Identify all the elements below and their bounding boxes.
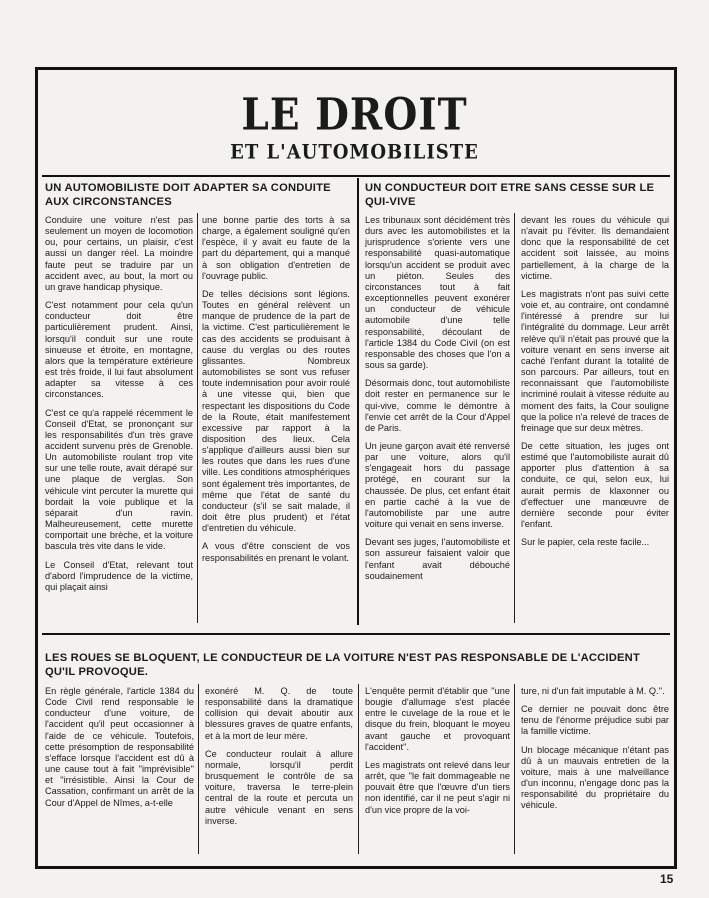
section2-column-2 — [521, 215, 669, 624]
column-divider — [514, 213, 515, 623]
paragraph: Le Conseil d'Etat, relevant tout d'abord l'imprudence de la victime, qui plaçait ainsi — [45, 559, 193, 592]
section2-column-1 — [365, 215, 510, 624]
column-divider — [514, 684, 515, 854]
section3-column-1 — [45, 686, 194, 856]
section2-heading: UN CONDUCTEUR DOIT ETRE SANS CESSE SUR LE QUI-VIVE — [365, 182, 655, 208]
paragraph: devant les roues du véhicule qui n'avait pu l'éviter. Ils demandaient donc que la responsabilité de cet accident soit laissée, au moins partiellement, à la charge de la victime. — [521, 215, 669, 281]
paragraph: une bonne partie des torts à sa charge, a également souligné qu'en l'espèce, il y avait eu faute de la part du département, qui a manqué à son obligation d'entretien de l'ouvrage public. — [202, 215, 350, 281]
top-rule — [42, 175, 670, 177]
paragraph: L'enquête permit d'établir que ''une bougie d'allumage s'est placée entre le cuvelage de la roue et le disque du frein, bloquant le moyeu avant gauche et provoquant l'accident''. — [365, 686, 510, 752]
section1-column-1 — [45, 215, 193, 624]
paragraph: Ce dernier ne pouvait donc être tenu de l'énorme préjudice subi par la famille victime. — [521, 704, 669, 737]
paragraph: De cette situation, les juges ont estimé que l'automobiliste aurait dû apporter plus d'attention à sa conduite, ce qui, selon eux, lui aurait permis de klaxonner ou d'effectuer une manœuvre de dernière seconde pour éviter l'enfant. — [521, 440, 669, 530]
paragraph: Sur le papier, cela reste facile... — [521, 537, 650, 548]
column-divider — [198, 684, 199, 854]
column-divider — [197, 213, 198, 623]
paragraph: Devant ses juges, l'automobiliste et son assureur faisaient valoir que l'enfant avait débouché soudainement — [365, 537, 510, 581]
page-subtitle: ET L'AUTOMOBILISTE — [230, 140, 479, 165]
section1-column-2 — [202, 215, 350, 624]
section3-column-2 — [205, 686, 353, 856]
paragraph: A vous d'être conscient de vos responsabilités en prenant le volant. — [202, 541, 350, 563]
page-title: LE DROIT — [241, 89, 468, 141]
section3-heading: LES ROUES SE BLOQUENT, LE CONDUCTEUR DE LA VOITURE N'EST PAS RESPONSABLE DE L'ACCIDENT QU'IL PROVOQUE. — [45, 652, 640, 678]
paragraph: Les tribunaux sont décidément très durs avec les automobilistes et la jurisprudence s'oriente vers une responsabilité quasi-automatique lorsqu'un accident se produit avec un piéton. Seules des circonstances tout à fait exceptionnelles peuvent exonérer un conducteur de véhicule automobile d'une telle responsabilité, découlant de l'article 1384 du Code Civil (on est responsable des choses que l'on a sous sa garde). — [365, 215, 510, 371]
paragraph: En règle générale, l'article 1384 du Code Civil rend responsable le conducteur d'une voiture, de l'accident qu'il peut occasionner à l'aide de ce véhicule. Toutefois, cette présomption de responsabilité s'efface lorsque l'accident est dû à une cause tout à fait ''imprévisible'' et ''irrésistible. Ainsi la Cour de Cassation, confirmant un arrêt de la Cour d'Appel de Nîmes, a-t-elle — [45, 686, 194, 808]
paragraph: C'est ce qu'a rappelé récemment le Conseil d'Etat, se prononçant sur les responsabilités d'un très grave accident survenu près de Grenoble. Un automobiliste roulant trop vite sur une telle route, avait dérapé sur une plaque de verglas. Son véhicule vint percuter la murette qui bordait la voie publique et la séparait d'un ravin. Malheureusement, cette murette comportait une brèche, et la voiture bascula très vite dans le vide. — [45, 407, 193, 552]
section3-column-3 — [365, 686, 510, 856]
section3-column-4 — [521, 686, 669, 856]
paragraph: Un blocage mécanique n'étant pas dû à un mauvais entretien de la voiture, mais à une malveillance d'un inconnu, n'engage donc pas la responsabilité du propriétaire du véhicule. — [521, 744, 669, 811]
page-number: 15 — [660, 872, 674, 886]
column-divider — [358, 684, 359, 854]
paragraph: Conduire une voiture n'est pas seulement un moyen de locomotion ou, pour certains, un plaisir, c'est aussi un danger réel. La moindre faute peut se traduire par un accident avec, au bout, la mort ou un grave handicap physique. — [45, 215, 193, 292]
paragraph: Les magistrats n'ont pas suivi cette voie et, au contraire, ont condamné l'intéressé à prendre sur lui l'intégralité du dommage. Leur arrêt relève qu'il n'était pas prouvé que la voiture venant en sens inverse ait caché l'enfant durant la totalité de son parcours. Par ailleurs, tout en reconnaissant que l'automobiliste incriminé roulait à vitesse réduite au moment des faits, la Cour souligne que la police n'a relevé de traces de freinage que sur deux mètres. — [521, 288, 669, 433]
middle-rule — [42, 633, 670, 635]
paragraph: Les magistrats ont relevé dans leur arrêt, que ''le fait dommageable ne pouvait être que l'œuvre d'un tiers non identifié, car il ne peut s'agir ni d'un vice propre de la voi- — [365, 759, 510, 815]
paragraph: Un jeune garçon avait été renversé par une voiture, alors qu'il s'engageait hors du passage protégé, en courant sur la chaussée. De plus, cet enfant était en partie caché à la vue de l'automobiliste par une autre voiture qui venait en sens inverse. — [365, 440, 510, 530]
paragraph: Désormais donc, tout automobiliste doit rester en permanence sur le qui-vive, comme le démontre à l'envie cet arrêt de la Cour d'Appel de Paris. — [365, 378, 510, 433]
paragraph: C'est notamment pour cela qu'un conducteur doit être particulièrement prudent. Ainsi, lorsqu'il conduit sur une route sinueuse et étroite, en montagne, alors que la température extérieure est très froide, il lui faut absolument adapter sa vitesse à ces circonstances. — [45, 300, 193, 400]
section1-heading: UN AUTOMOBILISTE DOIT ADAPTER SA CONDUITE AUX CIRCONSTANCES — [45, 182, 331, 208]
paragraph: ture, ni d'un fait imputable à M. Q.''. — [521, 686, 665, 696]
paragraph: De telles décisions sont légions. Toutes en général relèvent un manque de prudence de la part de la victime. C'est particulièrement le cas des accidents se produisant à cause du verglas ou des routes glissantes. Nombreux automobilistes se sont vus refuser toute indemnisation pour avoir roulé à une vitesse qui, bien que respectant les dispositions du Code de la Route, était manifestement excessive par rapport à la disposition des lieux. Cela s'applique d'ailleurs aussi bien sur les routes que dans les rues d'une ville. Les conditions atmosphériques sont également très importantes, de même que l'état de santé du conducteur (s'il se sait malade, il doit être plus prudent) et l'état d'entretien du véhicule. — [202, 288, 350, 534]
paragraph: exonéré M. Q. de toute responsabilité dans la dramatique collision qui devait aboutir aux blessures graves de quatre enfants, et à la mort de leur mère. — [205, 686, 353, 741]
section-divider — [357, 178, 359, 625]
paragraph: Ce conducteur roulait à allure normale, lorsqu'il perdit brusquement le contrôle de sa voiture, traversa le terre-plein central de la route et percuta un autre véhicule venant en sens inverse. — [205, 748, 353, 826]
